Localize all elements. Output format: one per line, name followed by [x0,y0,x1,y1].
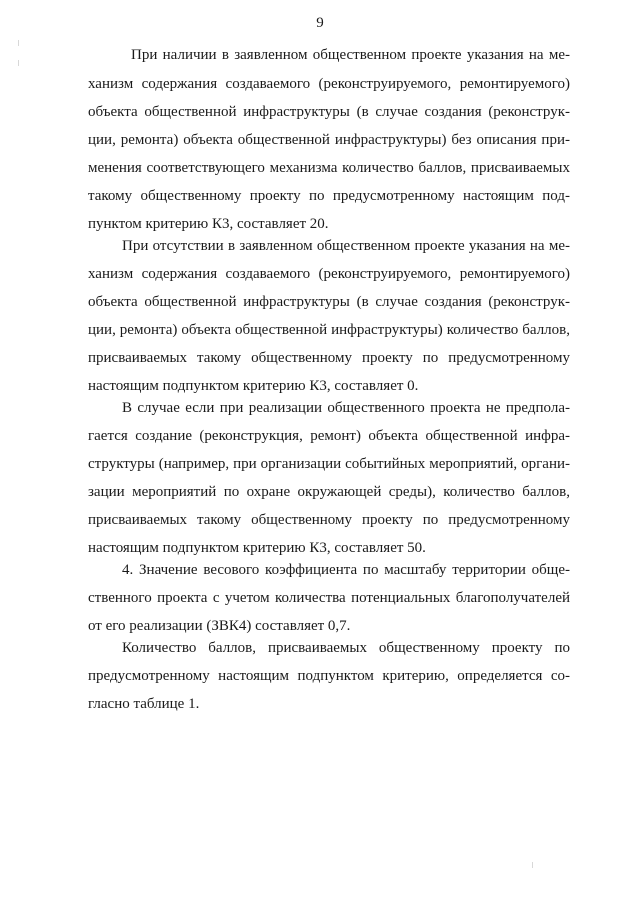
paragraph-line: менения соответствующего механизма количество баллов, присваиваемых [88,160,570,176]
paragraph-line: структуры (например, при организации событийных мероприятий, органи- [88,456,570,472]
paragraph-line: Количество баллов, присваиваемых общественному проекту по [122,640,570,656]
page-number: 9 [316,15,324,31]
paragraph-line: настоящим подпунктом критерию К3, составляет 50. [88,540,426,556]
scan-speck [18,60,19,66]
paragraph-line: ханизм содержания создаваемого (реконструируемого, ремонтируемого) [88,266,570,282]
paragraph-line: гается создание (реконструкция, ремонт) объекта общественной инфра- [88,428,570,444]
scan-speck [18,40,19,46]
paragraph-line: ханизм содержания создаваемого (реконструируемого, ремонтируемого) [88,76,570,92]
paragraph-line: предусмотренному настоящим подпунктом критерию, определяется со- [88,668,570,684]
paragraph-line: зации мероприятий по охране окружающей среды), количество баллов, [88,484,570,500]
paragraph-line: настоящим подпунктом критерию К3, составляет 0. [88,378,419,394]
paragraph-line: такому общественному проекту по предусмотренному настоящим под- [88,188,570,204]
paragraph-line: объекта общественной инфраструктуры (в случае создания (реконструк- [88,294,570,310]
scan-speck [532,862,533,868]
paragraph-line: гласно таблице 1. [88,696,200,712]
paragraph-line: В случае если при реализации общественного проекта не предпола- [122,400,570,416]
paragraph-line: пунктом критерию К3, составляет 20. [88,216,329,232]
paragraph-line: от его реализации (ЗВК4) составляет 0,7. [88,618,351,634]
paragraph-line: ции, ремонта) объекта общественной инфраструктуры) количество баллов, [88,322,570,338]
paragraph-line: 4. Значение весового коэффициента по масштабу территории обще- [122,562,570,578]
paragraph-line: объекта общественной инфраструктуры (в случае создания (реконструк- [88,104,570,120]
paragraph-line: ции, ремонта) объекта общественной инфраструктуры) без описания при- [88,132,570,148]
paragraph-line: При отсутствии в заявленном общественном проекте указания на ме- [122,238,570,254]
paragraph-line: присваиваемых такому общественному проекту по предусмотренному [88,512,570,528]
paragraph-line: ственного проекта с учетом количества потенциальных благополучателей [88,590,570,606]
paragraph-line: При наличии в заявленном общественном проекте указания на ме- [131,47,570,63]
paragraph-line: присваиваемых такому общественному проекту по предусмотренному [88,350,570,366]
